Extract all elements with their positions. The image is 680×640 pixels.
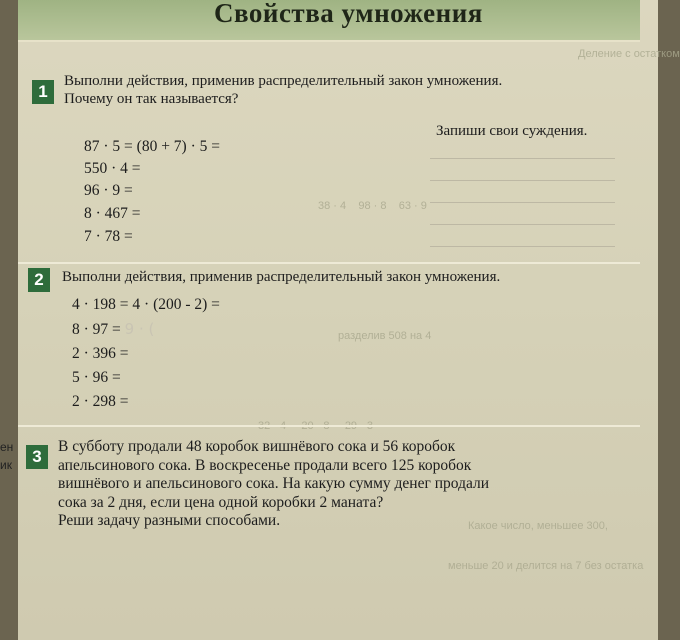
task2-expression: 2 · 396 = <box>72 345 129 362</box>
bleed-through-text: 38 · 4 98 · 8 63 · 9 <box>318 200 427 212</box>
margin-fragment: ен <box>0 440 14 454</box>
task2-expression: 4 · 198 = 4 · (200 - 2) = <box>72 296 220 313</box>
task1-instruction-line1: Выполни действия, применив распределительный закон умножения. <box>64 73 503 89</box>
task1-instruction <box>64 72 502 108</box>
task2-instruction: Выполни действия, применив распределительный закон умножения. <box>62 269 501 285</box>
task-number-badge: 1 <box>32 80 54 104</box>
task-number-badge: 2 <box>28 268 50 292</box>
answer-line[interactable] <box>430 180 615 181</box>
task3-line: Реши задачу разными способами. <box>58 512 281 529</box>
bleed-through-text: меньше 20 и делится на 7 без остатка <box>448 560 644 572</box>
task1-expression: 550 · 4 = <box>84 160 141 177</box>
page-title: Свойства умножения <box>214 0 483 28</box>
margin-fragment: ик <box>0 458 12 472</box>
bleed-through-text: Какое число, меньшее 300, <box>468 520 608 532</box>
task1-expression: 96 · 9 = <box>84 182 133 199</box>
task2-expression: 2 · 298 = <box>72 393 129 410</box>
handwritten-answer: 9 · ( <box>124 320 155 338</box>
task1-expression: 87 · 5 = (80 + 7) · 5 = <box>84 138 220 155</box>
answer-line[interactable] <box>430 202 615 203</box>
header-band <box>18 0 640 42</box>
task2-expression-text: 8 · 97 = <box>72 321 121 338</box>
task1-expression: 7 · 78 = <box>84 228 133 245</box>
task2-expression: 5 · 96 = <box>72 369 121 386</box>
task3-line: вишнёвого и апельсинового сока. На какую сумму денег продали <box>58 475 489 492</box>
section-divider <box>18 262 640 264</box>
bleed-through-text: Деление с остатком <box>578 48 680 60</box>
task3-line: апельсинового сока. В воскресенье продали всего 125 коробок <box>58 456 472 474</box>
task3-line: сока за 2 дня, если цена одной коробки 2 маната? <box>58 493 384 511</box>
task1-side-note: Запиши свои суждения. <box>436 123 588 139</box>
bleed-through-text: разделив 508 на 4 <box>338 330 432 342</box>
section-divider <box>18 425 640 427</box>
answer-line[interactable] <box>430 224 615 225</box>
answer-line[interactable] <box>430 158 615 159</box>
task3-line: В субботу продали 48 коробок вишнёвого сока и 56 коробок <box>58 438 456 455</box>
task2-expression <box>72 320 154 339</box>
task-number-badge: 3 <box>26 445 48 469</box>
task1-expression: 8 · 467 = <box>84 205 141 222</box>
textbook-page <box>18 0 680 640</box>
task1-instruction-line2: Почему он так называется? <box>64 91 239 107</box>
task3-text <box>58 438 489 531</box>
answer-line[interactable] <box>430 246 615 247</box>
